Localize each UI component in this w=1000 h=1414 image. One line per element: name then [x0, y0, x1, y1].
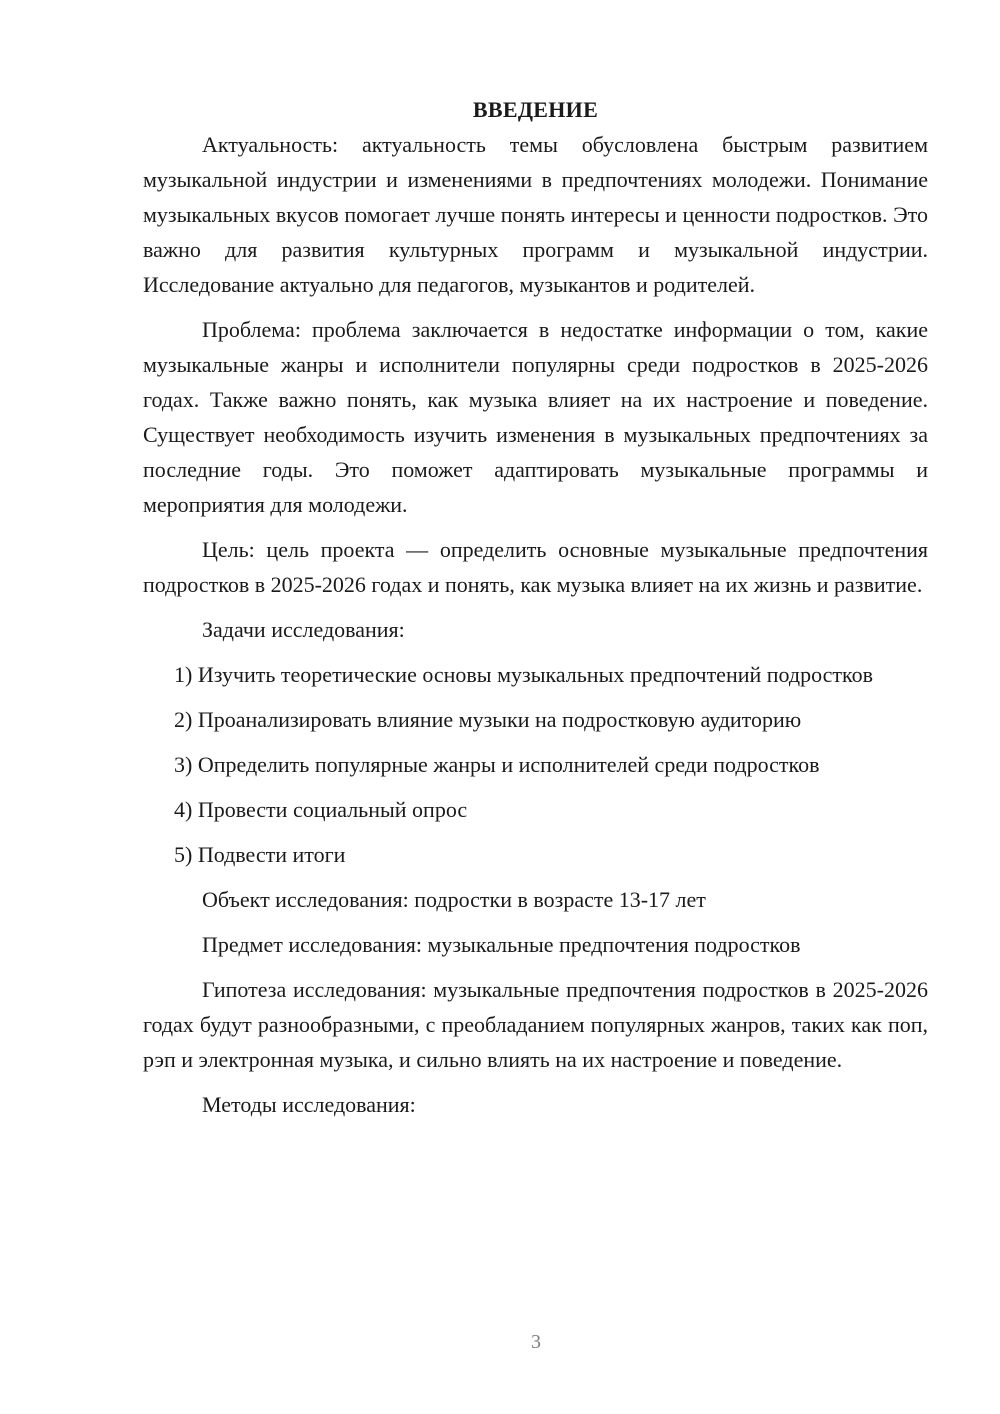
section-title: ВВЕДЕНИЕ — [472, 97, 599, 122]
methods-heading: Методы исследования: — [202, 1092, 416, 1117]
research-object: Объект исследования: подростки в возрасте 13-17 лет — [202, 887, 706, 912]
task-item-1: 1) Изучить теоретические основы музыкальных предпочтений подростков — [174, 662, 873, 687]
task-item-5: 5) Подвести итоги — [174, 842, 346, 867]
page-number: 3 — [531, 1331, 541, 1353]
research-subject: Предмет исследования: музыкальные предпочтения подростков — [202, 932, 801, 957]
task-item-4: 4) Провести социальный опрос — [174, 797, 468, 822]
tasks-heading: Задачи исследования: — [202, 617, 405, 642]
relevance-paragraph: Актуальность: актуальность темы обусловлена быстрым развитием музыкальной индустрии и изменениями в предпочтениях молодежи. Понимание музыкальных вкусов помогает лучше понять интересы и ценности подростков. Это важно для развития культурных программ и музыкальной индустрии. Исследование актуально для педагогов, музыкантов и родителей. — [143, 132, 928, 297]
document-page — [143, 92, 928, 1132]
task-item-2: 2) Проанализировать влияние музыки на подростковую аудиторию — [174, 707, 802, 732]
hypothesis-paragraph: Гипотеза исследования: музыкальные предпочтения подростков в 2025-2026 годах будут разнообразными, с преобладанием популярных жанров, таких как поп, рэп и электронная музыка, и сильно влиять на их настроение и поведение. — [143, 977, 928, 1072]
goal-paragraph: Цель: цель проекта — определить основные музыкальные предпочтения подростков в 2025-2026 годах и понять, как музыка влияет на их жизнь и развитие. — [143, 537, 928, 597]
problem-paragraph: Проблема: проблема заключается в недостатке информации о том, какие музыкальные жанры и исполнители популярны среди подростков в 2025-2026 годах. Также важно понять, как музыка влияет на их настроение и поведение. Существует необходимость изучить изменения в музыкальных предпочтениях за последние годы. Это поможет адаптировать музыкальные программы и мероприятия для молодежи. — [143, 317, 928, 517]
task-item-3: 3) Определить популярные жанры и исполнителей среди подростков — [174, 752, 820, 777]
